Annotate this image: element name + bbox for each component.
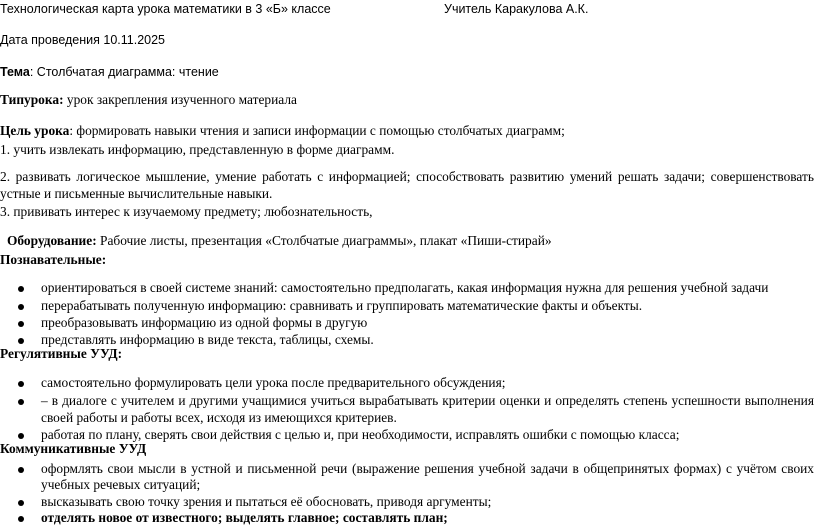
task-2-cont: устные и письменные вычислительные навыки. xyxy=(0,186,273,201)
topic-label: Тема xyxy=(0,65,30,79)
task-2: 2. развивать логическое мышление, умение работать с информацией; способствовать развитию умений решать задачи; совершенствовать xyxy=(0,169,814,184)
lesson-type-line xyxy=(0,92,297,108)
communicative-item-cont: учебных речевых ситуаций; xyxy=(41,477,201,492)
lesson-type-label: Типурока: xyxy=(0,92,64,107)
regulatory-item: – в диалоге с учителем и другими учащимися учиться вырабатывать критерии оценки и определять степень успешности выполнения xyxy=(41,393,814,408)
cognitive-item: преобразовывать информацию из одной формы в другую xyxy=(41,315,368,330)
communicative-heading: Коммуникативные УУД xyxy=(0,441,147,456)
bullet-icon xyxy=(18,500,24,506)
bullet-icon xyxy=(18,467,24,473)
equipment-line xyxy=(7,233,552,249)
bullet-icon xyxy=(18,286,24,292)
document-title: Технологическая карта урока математики в 3 «Б» классе xyxy=(0,2,331,16)
regulatory-item-cont: своей работы и работы всех, исходя из имеющихся критериев. xyxy=(41,410,397,425)
topic-text: : Столбчатая диаграмма: чтение xyxy=(29,65,219,79)
bullet-icon xyxy=(18,381,24,387)
bullet-icon xyxy=(18,304,24,310)
task-1: 1. учить извлекать информацию, представленную в форме диаграмм. xyxy=(0,142,395,157)
communicative-item: высказывать свою точку зрения и пытаться её обосновать, приводя аргументы; xyxy=(41,494,492,509)
cognitive-item: представлять информацию в виде текста, таблицы, схемы. xyxy=(41,332,374,347)
cognitive-heading: Познавательные: xyxy=(0,252,107,267)
bullet-icon xyxy=(18,321,24,327)
lesson-date: Дата проведения 10.11.2025 xyxy=(0,33,166,47)
equipment-text: Рабочие листы, презентация «Столбчатые диаграммы», плакат «Пиши-стирай» xyxy=(96,233,552,248)
regulatory-item: самостоятельно формулировать цели урока после предварительного обсуждения; xyxy=(41,375,506,390)
task-3: 3. прививать интерес к изучаемому предмету; любознательность, xyxy=(0,204,373,219)
goal-line xyxy=(0,123,565,139)
bullet-icon xyxy=(18,433,24,439)
communicative-item: оформлять свои мысли в устной и письменной речи (выражение решения учебной задачи в общепринятых формах) с учётом своих xyxy=(41,461,814,476)
regulatory-item: работая по плану, сверять свои действия с целью и, при необходимости, исправлять ошибки с помощью класса; xyxy=(41,427,680,442)
bullet-icon xyxy=(18,338,24,344)
goal-text: : формировать навыки чтения и записи информации с помощью столбчатых диаграмм; xyxy=(69,123,565,138)
goal-label: Цель урока xyxy=(0,123,70,138)
cognitive-item: перерабатывать полученную информацию: сравнивать и группировать математические факты и объекты. xyxy=(41,298,643,313)
lesson-type-text: урок закрепления изученного материала xyxy=(63,92,297,107)
bullet-icon xyxy=(18,516,24,522)
communicative-item: отделять новое от известного; выделять главное; составлять план; xyxy=(41,510,448,525)
topic-line xyxy=(0,64,219,80)
bullet-icon xyxy=(18,399,24,405)
cognitive-item: ориентироваться в своей системе знаний: самостоятельно предполагать, какая информация нужна для решения учебной задачи xyxy=(41,280,769,295)
regulatory-heading: Регулятивные УУД: xyxy=(0,346,123,361)
teacher-name: Учитель Каракулова А.К. xyxy=(444,2,589,16)
equipment-label: Оборудование: xyxy=(7,233,97,248)
